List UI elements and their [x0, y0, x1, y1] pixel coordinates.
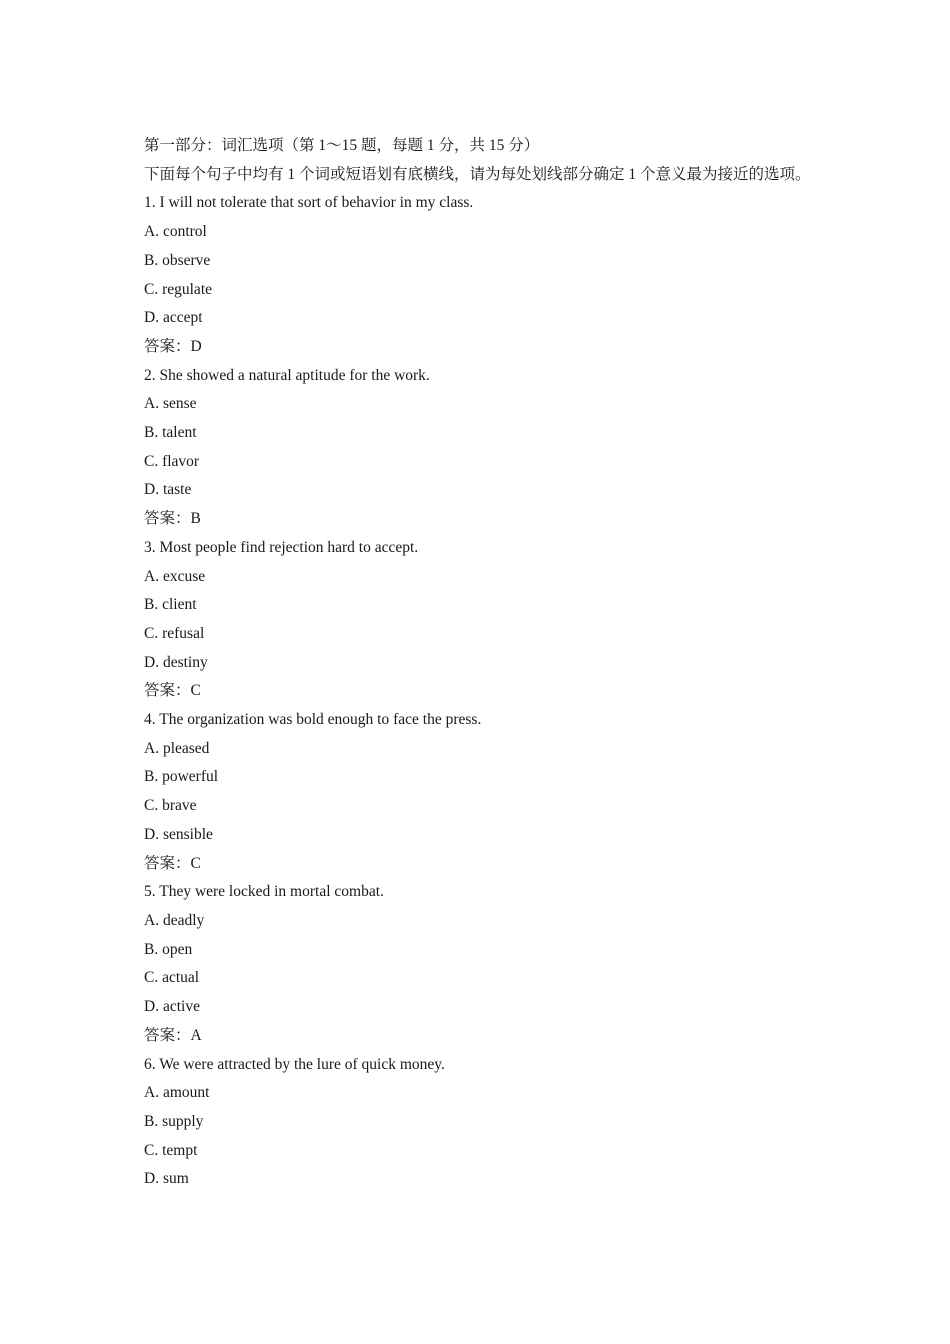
question-stem: 1. I will not tolerate that sort of behavior in my class. — [144, 194, 474, 212]
option-c: C. brave — [144, 797, 197, 815]
option-b: B. observe — [144, 251, 211, 269]
question-stem: 4. The organization was bold enough to face the press. — [144, 711, 482, 729]
question-stem: 5. They were locked in mortal combat. — [144, 883, 384, 901]
option-c: C. flavor — [144, 452, 200, 470]
question-block — [144, 362, 814, 534]
answer-key: 答案：A — [144, 1026, 202, 1044]
answer-key: 答案：C — [144, 854, 201, 872]
option-b: B. powerful — [144, 768, 219, 786]
option-c: C. actual — [144, 969, 200, 987]
question-stem: 2. She showed a natural aptitude for the work. — [144, 366, 430, 384]
option-d: D. sum — [144, 1170, 189, 1188]
option-c: C. regulate — [144, 280, 213, 298]
question-block — [144, 878, 814, 1050]
option-d: D. accept — [144, 309, 203, 327]
section-instruction: 下面每个句子中均有 1 个词或短语划有底横线，请为每处划线部分确定 1 个意义最为接近的选项。 — [144, 165, 811, 183]
answer-key: 答案：D — [144, 337, 202, 355]
option-a: A. amount — [144, 1084, 210, 1102]
question-stem: 3. Most people find rejection hard to accept. — [144, 538, 419, 556]
option-d: D. active — [144, 998, 200, 1016]
option-d: D. taste — [144, 481, 192, 499]
option-d: D. sensible — [144, 825, 213, 843]
answer-key: 答案：B — [144, 510, 201, 528]
question-block — [144, 706, 814, 878]
option-c: C. tempt — [144, 1141, 198, 1159]
question-block — [144, 189, 814, 361]
option-a: A. sense — [144, 395, 197, 413]
option-b: B. client — [144, 596, 197, 614]
option-b: B. open — [144, 940, 193, 958]
option-a: A. control — [144, 223, 207, 241]
option-a: A. pleased — [144, 739, 210, 757]
document-page — [144, 132, 814, 1194]
option-c: C. refusal — [144, 624, 205, 642]
question-block — [144, 534, 814, 706]
section-heading: 第一部分：词汇选项（第 1～15 题，每题 1 分，共 15 分） — [144, 137, 540, 154]
option-a: A. excuse — [144, 567, 206, 585]
question-block — [144, 1051, 814, 1195]
answer-key: 答案：C — [144, 682, 201, 700]
option-a: A. deadly — [144, 911, 205, 929]
option-b: B. supply — [144, 1112, 204, 1130]
option-d: D. destiny — [144, 653, 208, 671]
option-b: B. talent — [144, 424, 197, 442]
question-stem: 6. We were attracted by the lure of quick money. — [144, 1055, 445, 1073]
